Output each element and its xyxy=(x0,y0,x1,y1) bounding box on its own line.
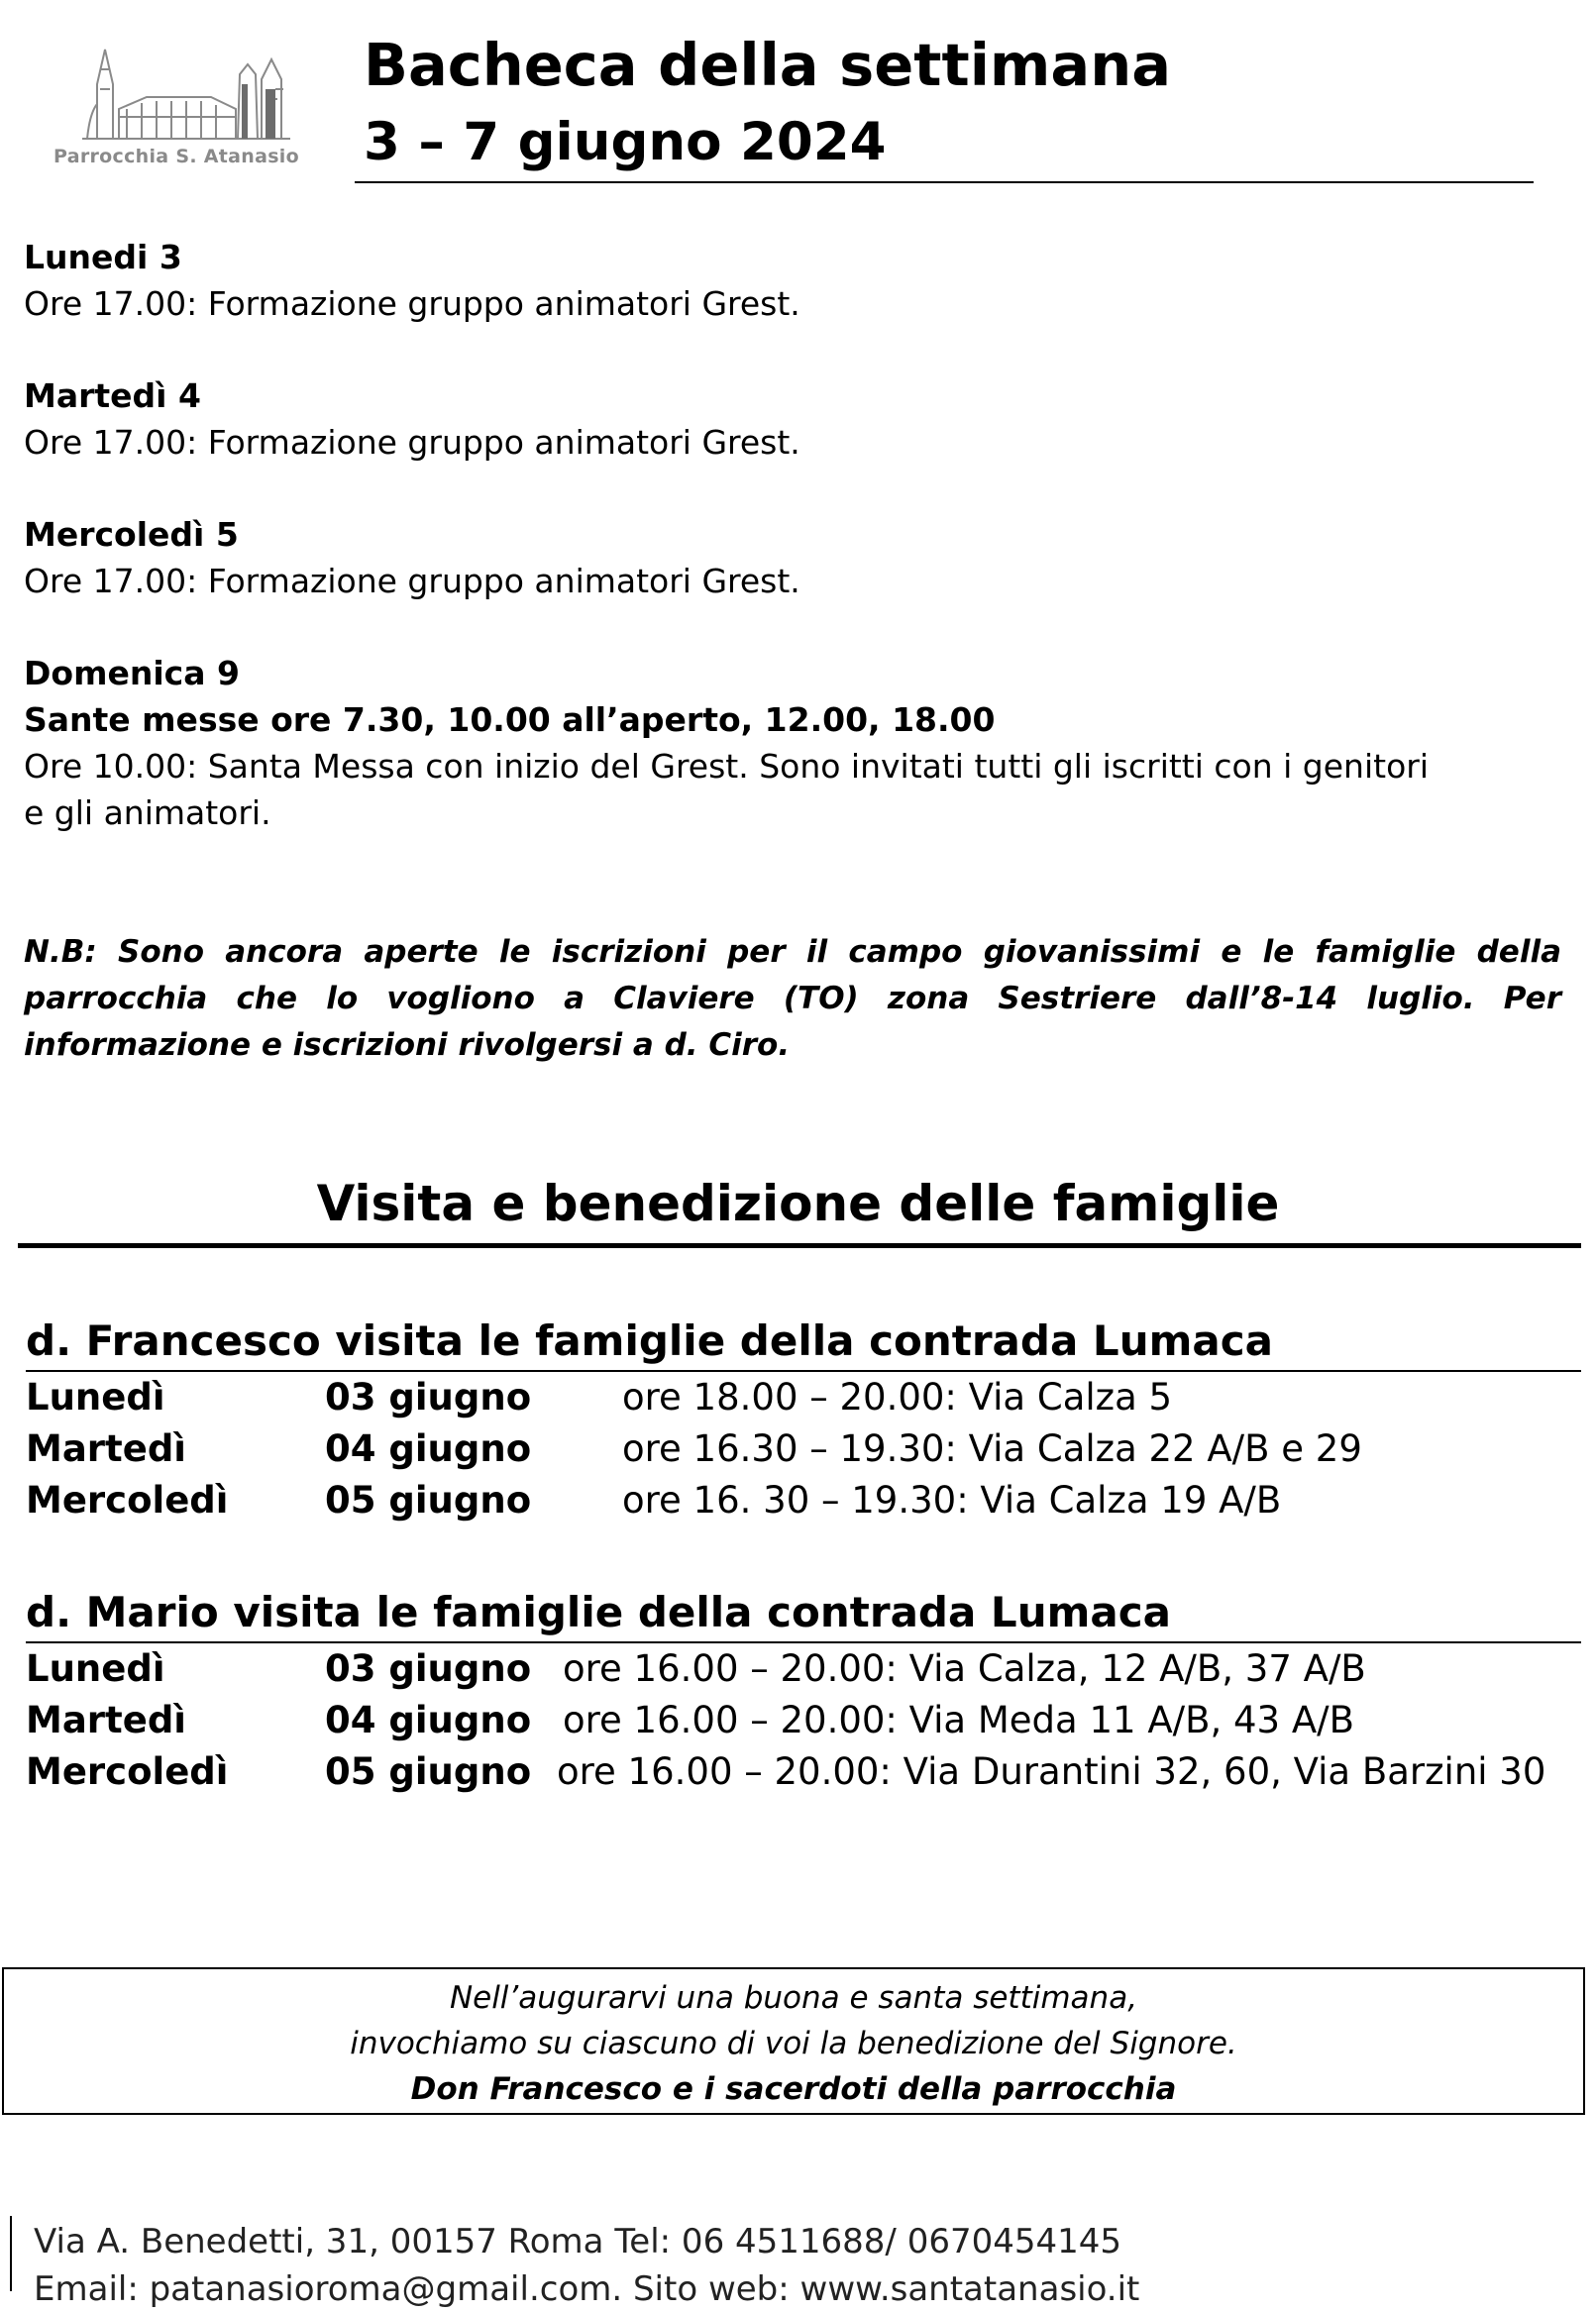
day-heading: Lunedi 3 xyxy=(24,238,182,276)
visit-date: 03 giugno xyxy=(325,1376,532,1419)
schedule-day xyxy=(24,650,1569,836)
visit-info: ore 16.00 – 20.00: Via Durantini 32, 60, Via Barzini 30 xyxy=(557,1750,1546,1793)
schedule-day xyxy=(24,372,1569,466)
visit-day: Martedì xyxy=(26,1699,186,1741)
visit-group-mario xyxy=(26,1584,1581,1798)
visit-info: ore 16.30 – 19.30: Via Calza 22 A/B e 29 xyxy=(622,1427,1362,1470)
day-event: Ore 17.00: Formazione gruppo animatori Grest. xyxy=(24,284,800,323)
visit-row xyxy=(26,1746,1581,1798)
visit-info: ore 16.00 – 20.00: Via Calza, 12 A/B, 37 A/B xyxy=(563,1647,1366,1690)
visit-date: 03 giugno xyxy=(325,1647,532,1690)
schedule-day xyxy=(24,234,1569,327)
footer-email-web: Email: patanasioroma@gmail.com. Sito web: www.santatanasio.it xyxy=(34,2269,1140,2309)
footer-contact xyxy=(34,2218,1139,2313)
visits-section-title: Visita e benedizione delle famiglie xyxy=(316,1175,1280,1232)
closing-line: invochiamo su ciascuno di voi la benedizione del Signore. xyxy=(350,2026,1237,2061)
visit-row xyxy=(26,1643,1581,1695)
footer-accent-bar xyxy=(10,2216,12,2291)
visit-day: Lunedì xyxy=(26,1376,165,1419)
visits-divider xyxy=(18,1243,1581,1248)
logo-caption: Parrocchia S. Atanasio xyxy=(53,146,299,167)
weekly-schedule xyxy=(24,234,1569,836)
page-date-range: 3 – 7 giugno 2024 xyxy=(364,112,887,172)
day-event: Ore 10.00: Santa Messa con inizio del Grest. Sono invitati tutti gli iscritti con i genitori xyxy=(24,747,1430,786)
closing-line: Nell’augurarvi una buona e santa settimana, xyxy=(449,1980,1138,2016)
visit-date: 04 giugno xyxy=(325,1427,532,1470)
visit-info: ore 16. 30 – 19.30: Via Calza 19 A/B xyxy=(622,1479,1282,1522)
visit-day: Lunedì xyxy=(26,1647,165,1690)
day-event: e gli animatori. xyxy=(24,793,271,832)
visit-group-title: d. Mario visita le famiglie della contrada Lumaca xyxy=(26,1588,1171,1636)
visit-day: Martedì xyxy=(26,1427,186,1470)
day-heading: Domenica 9 xyxy=(24,654,240,692)
day-heading: Martedì 4 xyxy=(24,376,201,415)
visit-row xyxy=(26,1695,1581,1746)
visit-date: 05 giugno xyxy=(325,1750,532,1793)
visit-date: 05 giugno xyxy=(325,1479,532,1522)
visit-row xyxy=(26,1423,1581,1475)
visit-info: ore 16.00 – 20.00: Via Meda 11 A/B, 43 A/B xyxy=(563,1699,1355,1741)
parish-logo xyxy=(28,30,325,178)
closing-signature: Don Francesco e i sacerdoti della parrocchia xyxy=(410,2071,1177,2107)
visit-day: Mercoledì xyxy=(26,1479,229,1522)
page-title: Bacheca della settimana xyxy=(364,31,1172,99)
day-event: Ore 17.00: Formazione gruppo animatori Grest. xyxy=(24,562,800,600)
closing-message-box xyxy=(2,1967,1585,2115)
visit-row xyxy=(26,1475,1581,1526)
header-divider xyxy=(355,181,1534,183)
mass-times: Sante messe ore 7.30, 10.00 all’aperto, 12.00, 18.00 xyxy=(24,700,996,739)
visit-group-francesco xyxy=(26,1313,1581,1526)
visit-row xyxy=(26,1372,1581,1423)
day-event: Ore 17.00: Formazione gruppo animatori Grest. xyxy=(24,423,800,462)
day-heading: Mercoledì 5 xyxy=(24,515,239,554)
registration-note: N.B: Sono ancora aperte le iscrizioni per il campo giovanissimi e le famiglie della parrocchia che lo vogliono a Claviere (TO) zona Sestriere dall’8-14 luglio. Per informazione e iscrizioni rivolgersi a d. Ciro. xyxy=(24,934,1561,1063)
visit-info: ore 18.00 – 20.00: Via Calza 5 xyxy=(622,1376,1173,1419)
visit-day: Mercoledì xyxy=(26,1750,229,1793)
schedule-day xyxy=(24,511,1569,604)
footer-address: Via A. Benedetti, 31, 00157 Roma Tel: 06 4511688/ 0670454145 xyxy=(34,2222,1122,2261)
visit-group-title: d. Francesco visita le famiglie della contrada Lumaca xyxy=(26,1316,1273,1365)
visit-date: 04 giugno xyxy=(325,1699,532,1741)
